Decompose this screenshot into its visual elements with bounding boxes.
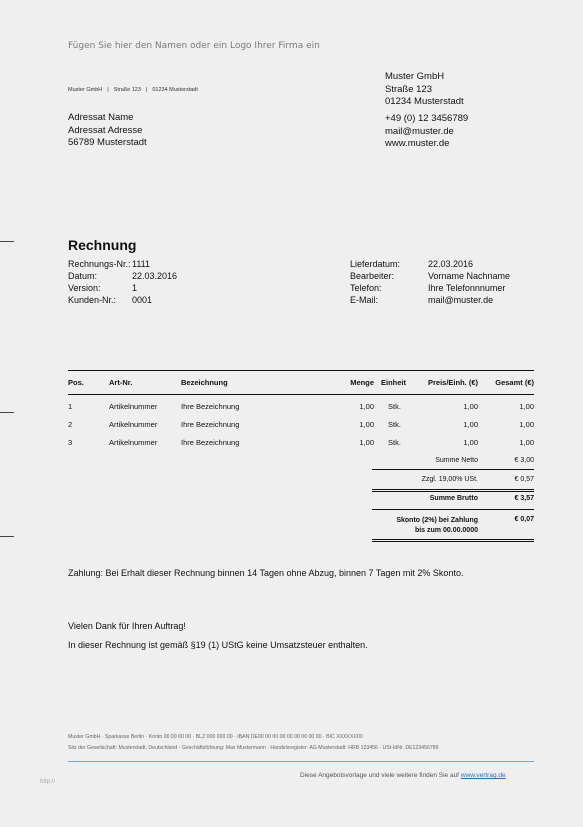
meta-labels-left: Rechnungs-Nr.: Datum: Version: Kunden-Nr.: [68, 259, 131, 305]
col-bez: Bezeichnung [181, 378, 228, 387]
fold-mark [0, 241, 14, 242]
thanks-text: Vielen Dank für Ihren Auftrag! [68, 621, 186, 631]
footer-rule [68, 761, 534, 762]
vat-note: In dieser Rechnung ist gemäß §19 (1) UStG keine Umsatzsteuer enthalten. [68, 640, 368, 650]
meta-values-left: 1111 22.03.2016 1 0001 [132, 259, 178, 305]
fold-mark [0, 536, 14, 537]
col-einheit: Einheit [381, 378, 407, 387]
netto-value: € 3,00 [514, 457, 534, 464]
brutto-label: Summe Brutto [429, 495, 478, 502]
col-preis: Preis/Einh. (€) [427, 378, 478, 387]
col-gesamt: Gesamt (€) [495, 378, 534, 387]
recipient-address: Adressat Name Adressat Adresse 56789 Musterstadt [68, 112, 147, 148]
company-contact: +49 (0) 12 3456789 mail@muster.de www.muster.de [385, 113, 469, 149]
company-address: Muster GmbH Straße 123 01234 Musterstadt [385, 71, 464, 107]
totals-rule [372, 539, 534, 540]
logo-placeholder-text: Fügen Sie hier den Namen oder ein Logo Ihrer Firma ein [68, 41, 320, 51]
skonto-value: € 0,07 [514, 516, 534, 523]
col-art: Art-Nr. [109, 378, 133, 387]
footer-company-line: Sitz der Gesellschaft: Musterstadt, Deutschland · Geschäftsführung: Max Mustermann · Handelsregister: AG Musterstadt: HRB 123456 · USt-IdNr. DE123456789 [68, 745, 439, 751]
document-title: Rechnung [68, 237, 137, 253]
table-header-rule [68, 394, 534, 395]
col-pos: Pos. [68, 378, 84, 387]
promo-line [300, 772, 506, 779]
punch-mark [0, 412, 14, 413]
meta-labels-right: Lieferdatum: Bearbeiter: Telefon: E-Mail: [350, 259, 401, 305]
table-top-rule [68, 370, 534, 371]
col-menge: Menge [350, 378, 374, 387]
totals-rule [372, 491, 534, 492]
netto-label: Summe Netto [435, 457, 478, 464]
ust-value: € 0,57 [514, 476, 534, 483]
promo-text: Diese Angebotsvorlage und viele weitere finden Sie auf [300, 772, 459, 779]
totals-rule [372, 469, 534, 470]
payment-terms: Zahlung: Bei Erhalt dieser Rechnung binnen 14 Tagen ohne Abzug, binnen 7 Tagen mit 2% Skonto. [68, 568, 464, 578]
totals-rule [372, 541, 534, 542]
ust-label: Zzgl. 19,00% USt. [421, 476, 478, 483]
skonto-label: Skonto (2%) bei Zahlung bis zum 00.00.0000 [396, 517, 478, 534]
footer-bank-line: Muster GmbH · Sparkasse Berlin · Konto 00 00 00 00 · BLZ 000 000 00 · IBAN DE00 00 00 00 00 00 00 00 00 · BIC XXXXXX00 [68, 734, 363, 740]
page-mark: http:// [40, 779, 56, 785]
brutto-value: € 3,57 [514, 495, 534, 502]
meta-values-right: 22.03.2016 Vorname Nachname Ihre Telefonnnumer mail@muster.de [428, 259, 511, 305]
totals-rule [372, 509, 534, 510]
sender-return-line: Muster GmbH | Straße 123 | 01234 Musterstadt [68, 87, 198, 93]
promo-link[interactable]: www.vertrag.de [460, 772, 506, 779]
totals-rule [372, 489, 534, 490]
